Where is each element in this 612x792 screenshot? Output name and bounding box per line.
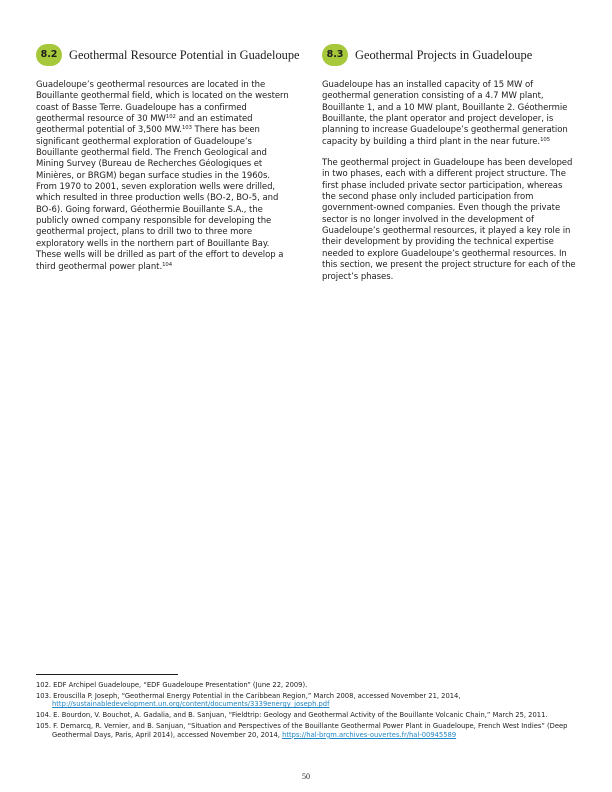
section-title: Geothermal Projects in Guadeloupe: [355, 47, 533, 62]
paragraph-text: and an estimated geothermal potential of 3,500 MW.: [36, 114, 253, 136]
footnote-text: 104. E. Bourdon, V. Bouchot, A. Gadalia, and B. Sanjuan, “Fieldtrip: Geology and Geothermal Activity of the Bouillante Volcanic Chain,” March 25, 2011.: [36, 711, 548, 720]
footnote-ref-105[interactable]: 105: [540, 136, 551, 143]
section-number-badge: 8.2: [36, 44, 62, 66]
footnote-ref-103[interactable]: 103: [181, 125, 192, 132]
paragraph-text: Guadeloupe’s geothermal resources are located in the Bouillante geothermal field, which is located on the western coast of Basse Terre. Guadeloupe has a confirmed geothermal resource of 30 MW: [36, 80, 289, 125]
footnote-102: [36, 681, 582, 689]
section-title: Geothermal Resource Potential in Guadeloupe: [69, 47, 300, 62]
footnote-link[interactable]: http://sustainabledevelopment.un.org/content/documents/3339energy_joseph.pdf: [52, 700, 330, 709]
footnote-105: [36, 722, 582, 739]
footnote-link[interactable]: https://hal-brgm.archives-ouvertes.fr/hal-00945589: [282, 730, 457, 739]
right-column: [322, 44, 578, 293]
footnote-text: 102. EDF Archipel Guadeloupe, “EDF Guadeloupe Presentation” (June 22, 2009).: [36, 681, 308, 689]
paragraph-text: There has been significant geothermal exploration of Guadeloupe’s Bouillante geothermal field. The French Geological and Mining Survey (Bureau de Recherches Géologiques et Minières, or BRGM) began surface studies in the 1960s. From 1970 to 2001, seven exploration wells were drilled, which resulted in three production wells (BO-2, BO-5, and BO-6). Going forward, Géothermie Bouillante S.A., the publicly owned company responsible for developing the geothermal project, plans to drill two to three more exploratory wells in the northern part of Bouillante Bay. These wells will be drilled as part of the effort to develop a third geothermal power plant.: [36, 125, 284, 272]
footnote-divider: [36, 674, 178, 675]
footnote-text: 103. Erouscilla P. Joseph, “Geothermal Energy Potential in the Caribbean Region,” March 2008, accessed November 21, 2014,: [36, 692, 461, 700]
section-heading-8-2: [36, 44, 300, 66]
footnotes: [36, 681, 582, 742]
body-paragraph: The geothermal project in Guadeloupe has been developed in two phases, each with a different project structure. The first phase included private sector participation, whereas the second phase only included participation from government-owned companies. Even though the private sector is no longer involved in the development of Guadeloupe’s geothermal resources, it played a key role in their development by providing the technical expertise needed to explore Guadeloupe’s geothermal resources. In this section, we present the project structure for each of the project’s phases.: [322, 158, 576, 282]
section-number-badge: 8.3: [322, 44, 348, 66]
body-paragraph: [36, 80, 292, 273]
body-paragraph: [322, 80, 578, 148]
footnote-103: [36, 692, 582, 709]
footnote-104: [36, 711, 582, 719]
left-column: [36, 44, 300, 283]
footnote-ref-102[interactable]: 102: [165, 114, 176, 121]
footnote-ref-104[interactable]: 104: [162, 261, 173, 268]
page-number: 50: [302, 772, 310, 781]
section-heading-8-3: [322, 44, 578, 66]
paragraph-text: Guadeloupe has an installed capacity of 15 MW of geothermal generation consisting of a 4.7 MW plant, Bouillante 1, and a 10 MW plant, Bouillante 2. Géothermie Bouillante, the plant operator and project developer, is planning to increase Guadeloupe’s geothermal generation capacity by building a third plant in the near future.: [322, 80, 568, 147]
footnote-text: 105. F. Demarcq, R. Vernier, and B. Sanjuan, “Situation and Perspectives of the Bouillante Geothermal Power Plant in Guadeloupe, French West Indies” (Deep Geothermal Days, Paris, April 2014), accessed November 20, 2014,: [36, 722, 568, 739]
